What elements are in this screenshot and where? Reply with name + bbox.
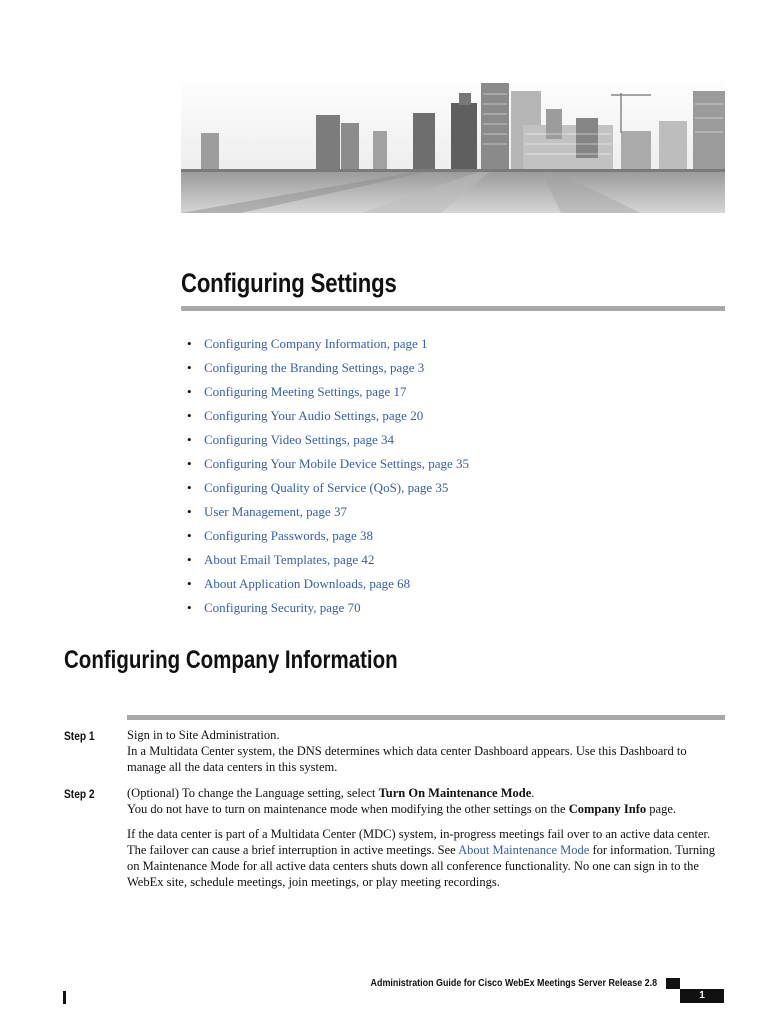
toc-link[interactable]: About Email Templates, page 42 — [204, 552, 375, 567]
step-label: Step 1 — [64, 729, 95, 743]
toc-link[interactable]: Configuring Your Audio Settings, page 20 — [204, 408, 424, 423]
bullet-icon: • — [187, 384, 192, 399]
toc-link[interactable]: Configuring the Branding Settings, page 3 — [204, 360, 425, 375]
bullet-icon: • — [187, 408, 192, 423]
step-text: In a Multidata Center system, the DNS determines which data center Dashboard appears. Use this Dashboard to manage all the data centers in this system. — [127, 744, 687, 774]
section-title: Configuring Company Information — [64, 646, 398, 674]
ui-term: Company Info — [568, 802, 647, 816]
step-text: You do not have to turn on maintenance mode when modifying the other settings on the Company Info page. — [127, 802, 677, 816]
step-label: Step 2 — [64, 787, 95, 801]
toc-item — [187, 454, 469, 478]
toc-link[interactable]: Configuring Video Settings, page 34 — [204, 432, 394, 447]
toc-item — [187, 358, 469, 382]
bullet-icon: • — [187, 528, 192, 543]
chapter-title-rule — [181, 306, 725, 311]
section-rule — [127, 715, 725, 720]
toc-link[interactable]: About Application Downloads, page 68 — [204, 576, 411, 591]
maintenance-mode-link[interactable]: About Maintenance Mode — [458, 843, 590, 857]
step-note: If the data center is part of a Multidata Center (MDC) system, in-progress meetings fail over to an active data center. The failover can cause a brief interruption in active meetings. See About Maintenance Mode for information. Turning on Maintenance Mode for all active data centers shuts down all conference functionality. No one can sign in to the WebEx site, schedule meetings, join meetings, or play meeting recordings. — [127, 827, 716, 889]
step-text: Sign in to Site Administration. — [127, 728, 280, 742]
banner-image — [181, 73, 725, 213]
chapter-toc — [187, 334, 469, 622]
toc-item — [187, 334, 469, 358]
toc-item — [187, 526, 469, 550]
footer-guide-title: Administration Guide for Cisco WebEx Meetings Server Release 2.8 — [370, 977, 657, 989]
footer-marker — [666, 978, 680, 989]
step-body — [127, 727, 727, 775]
toc-link[interactable]: User Management, page 37 — [204, 504, 347, 519]
toc-item — [187, 382, 469, 406]
toc-link[interactable]: Configuring Security, page 70 — [204, 600, 361, 615]
toc-item — [187, 406, 469, 430]
bullet-icon: • — [187, 504, 192, 519]
toc-link[interactable]: Configuring Company Information, page 1 — [204, 336, 428, 351]
toc-link[interactable]: Configuring Quality of Service (QoS), page 35 — [204, 480, 449, 495]
chapter-title: Configuring Settings — [181, 268, 397, 298]
bullet-icon: • — [187, 456, 192, 471]
toc-item — [187, 502, 469, 526]
bullet-icon: • — [187, 600, 192, 615]
step-body — [127, 785, 727, 890]
bullet-icon: • — [187, 576, 192, 591]
bullet-icon: • — [187, 336, 192, 351]
bullet-icon: • — [187, 480, 192, 495]
toc-item — [187, 574, 469, 598]
toc-link[interactable]: Configuring Your Mobile Device Settings, page 35 — [204, 456, 470, 471]
toc-item — [187, 550, 469, 574]
toc-item — [187, 478, 469, 502]
bullet-icon: • — [187, 432, 192, 447]
toc-link[interactable]: Configuring Meeting Settings, page 17 — [204, 384, 407, 399]
page-number: 1 — [680, 989, 724, 1003]
step-text: (Optional) To change the Language setting, select Turn On Maintenance Mode. — [127, 786, 535, 800]
bullet-icon: • — [187, 552, 192, 567]
bullet-icon: • — [187, 360, 192, 375]
ui-term: Turn On Maintenance Mode — [378, 786, 532, 800]
toc-item — [187, 430, 469, 454]
toc-item — [187, 598, 469, 622]
footer-left-mark — [63, 991, 66, 1004]
toc-link[interactable]: Configuring Passwords, page 38 — [204, 528, 373, 543]
